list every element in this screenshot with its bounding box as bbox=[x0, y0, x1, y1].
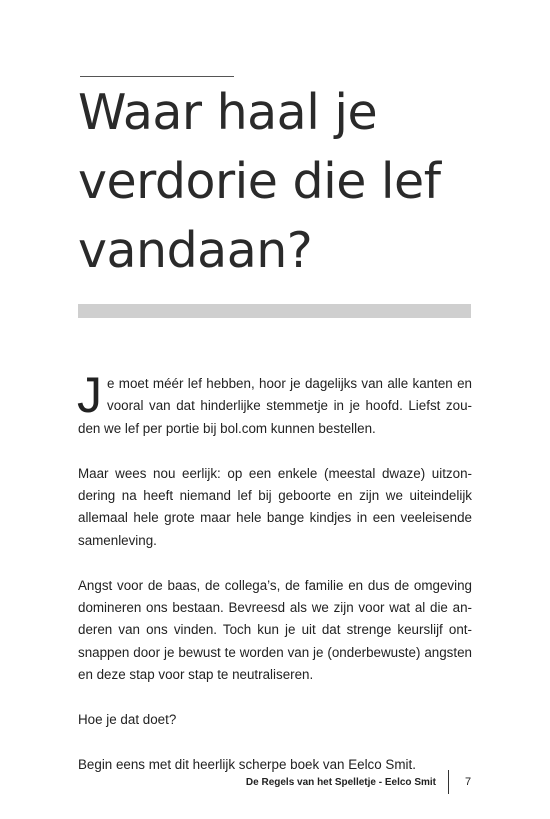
paragraph-5: Begin eens met dit heerlijk scherpe boek van Eelco Smit. bbox=[78, 756, 416, 772]
paragraph-4: Hoe je dat doet? bbox=[78, 712, 177, 728]
chapter-title-line-1: Waar haal je bbox=[78, 84, 378, 141]
paragraph-1 bbox=[77, 367, 472, 440]
footer-separator bbox=[448, 770, 449, 794]
title-underline-bar bbox=[78, 304, 471, 318]
paragraph-1-text: e moet méér lef hebben, hoor je dagelijks van alle kanten en vooral van dat hinderlijke stemmetje in je hoofd. Liefst zouden we lef per portie bij bol.com kunnen bestellen. bbox=[78, 376, 472, 436]
page-number: 7 bbox=[465, 776, 472, 788]
chapter-title bbox=[78, 78, 518, 285]
dropcap-letter: J bbox=[77, 367, 102, 423]
paragraph-3: Angst voor de baas, de collega’s, de familie en dus de omgeving domineren ons bestaan. Bevreesd als we zijn voor wat al die anderen van ons vinden. Toch kun je uit dat strenge keurslijf ontsnappen door je bewust te worden van je (onderbewuste) angsten en deze stap voor stap te neutraliseren. bbox=[78, 577, 472, 683]
chapter-title-line-3: vandaan? bbox=[78, 222, 313, 279]
body-text bbox=[77, 367, 472, 799]
footer-book-title: De Regels van het Spelletje - Eelco Smit bbox=[245, 777, 436, 788]
paragraph-2: Maar wees nou eerlijk: op een enkele (meestal dwaze) uitzondering na heeft niemand lef bij geboorte en zijn we uiteindelijk allemaal hele grote maar hele bange kindjes in een veeleisende samenleving. bbox=[78, 465, 472, 548]
chapter-title-line-2: verdorie die lef bbox=[78, 153, 441, 210]
top-rule bbox=[80, 76, 234, 77]
